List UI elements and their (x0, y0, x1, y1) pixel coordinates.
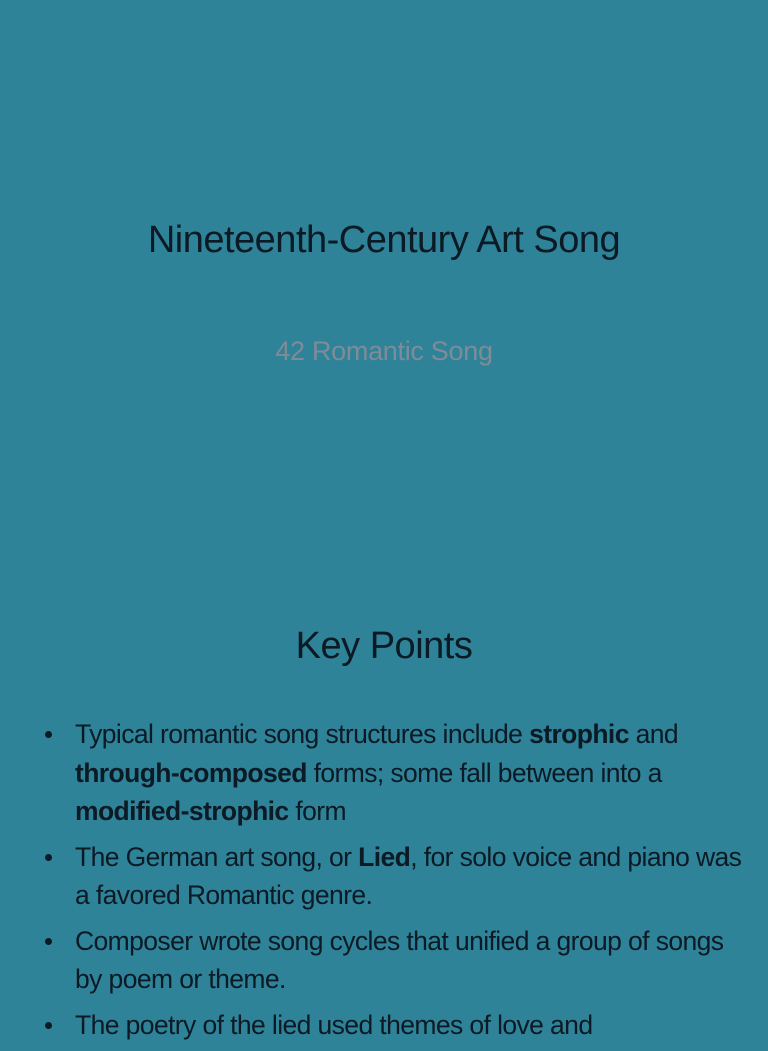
bullet-icon (45, 1022, 52, 1029)
bullet-text: , for solo voice and piano was a favored Romantic genre. (75, 841, 742, 910)
bullet-list (44, 715, 744, 1051)
bullet-bold-term: strophic (529, 719, 629, 749)
bullet-icon (45, 938, 52, 945)
bullet-text: and (628, 719, 679, 749)
bullet-bold-term: modified-strophic (75, 796, 289, 826)
bullet-text: The German art song, or (75, 841, 359, 872)
bullet-bold-term: Lied (358, 841, 411, 872)
bullet-icon (45, 854, 52, 861)
slide-subtitle: 42 Romantic Song (275, 336, 493, 366)
slide-heading: Key Points (295, 625, 473, 667)
bullet-text: The poetry of the lied used themes of love and (75, 1009, 593, 1040)
bullet-item (44, 922, 744, 999)
bullet-text: Composer wrote song cycles that unified a group of songs by poem or theme. (75, 925, 724, 994)
bullet-text: forms; some fall between into a (306, 757, 662, 788)
bullet-text: form (288, 796, 346, 826)
bullet-icon (45, 731, 52, 738)
key-points-slide (0, 560, 768, 1040)
bullet-item (44, 715, 744, 831)
slide-title: Nineteenth-Century Art Song (147, 219, 621, 261)
bullet-text: Typical romantic song structures include (75, 719, 530, 749)
bullet-bold-term: through-composed (75, 757, 307, 788)
bullet-item (44, 1006, 744, 1045)
bullet-item (44, 838, 744, 915)
